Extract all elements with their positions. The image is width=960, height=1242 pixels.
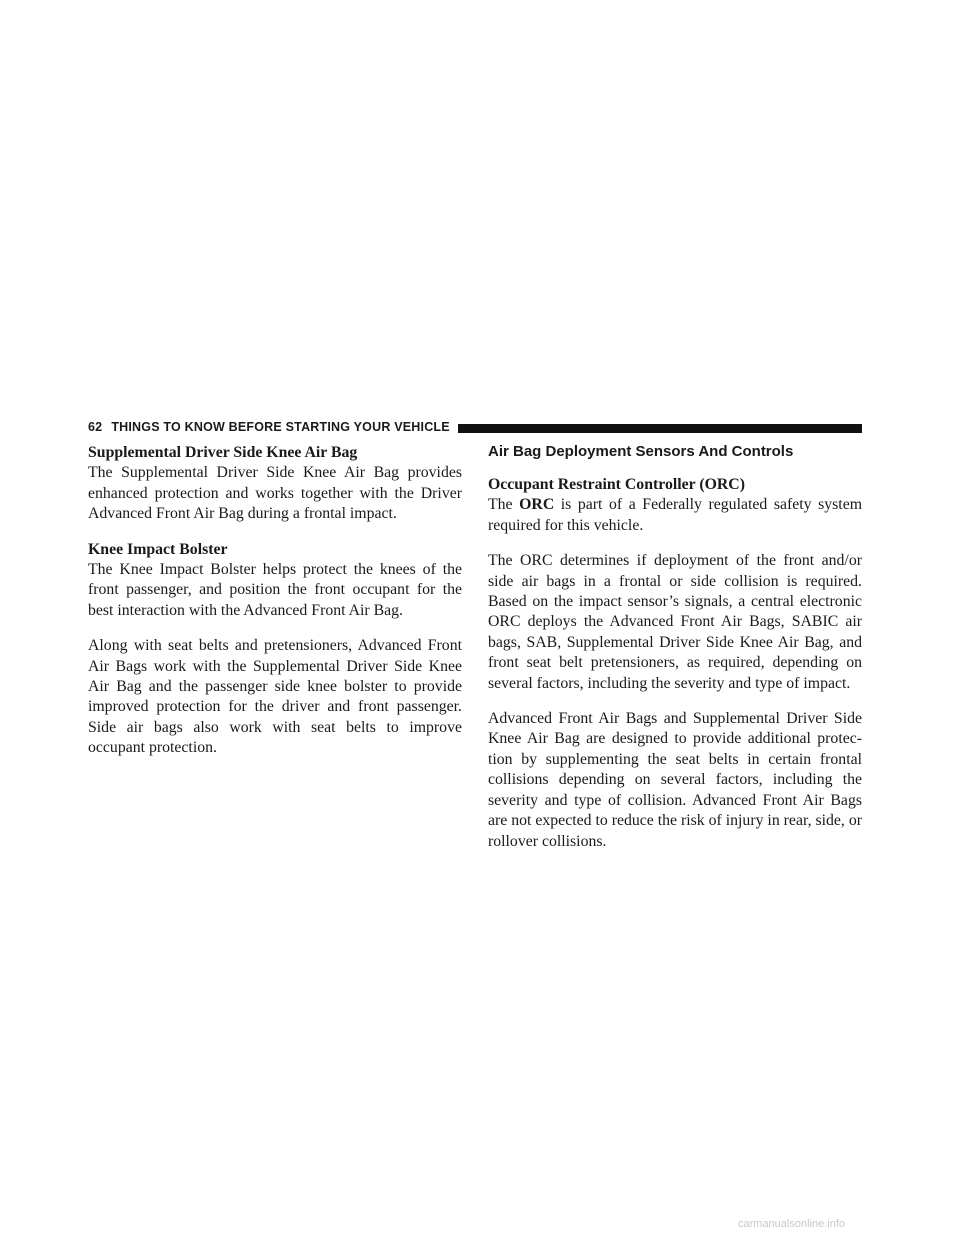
seat-belts-paragraph: Along with seat belts and pretensioners, Advanced Front Air Bags work with the Supplemental Driver Side Knee Air Bag and the passenger side knee bolster to provide improved protection for the driver and front passenger. Side air bags also work with seat belts to improve occupant protection. xyxy=(88,637,462,757)
orc-bold-term: ORC xyxy=(519,496,555,514)
section-heading: Air Bag Deployment Sensors And Controls xyxy=(488,443,794,460)
knee-air-bag-paragraph: The Supplemental Driver Side Knee Air Bag provides enhanced protection and works together with the Driver Advanced Front Air Bag during a frontal impact. xyxy=(88,464,462,523)
page-header xyxy=(88,418,862,436)
knee-bolster-paragraph: The Knee Impact Bolster helps protect the knees of the front passenger, and position the front occupant for the best interaction with the Advanced Front Air Bag. xyxy=(88,561,462,619)
orc-intro-rest: is part of a Federally regulated safety system required for this vehicle. xyxy=(488,496,862,534)
page-number: 62 xyxy=(88,420,103,434)
advanced-bags-paragraph: Advanced Front Air Bags and Supplemental Driver Side Knee Air Bag are designed to provide additional protec- tion by supplementing the seat belts in certain frontal collisions depending on several factors, including the severity and type of collision. Advanced Front Air Bags are not expected to reduce the risk of injury in rear, side, or rollover collisions. xyxy=(488,710,862,850)
orc-intro-paragraph xyxy=(488,495,862,536)
chapter-title: THINGS TO KNOW BEFORE STARTING YOUR VEHICLE xyxy=(111,420,450,434)
orc-intro-prefix: The xyxy=(488,496,520,514)
right-column xyxy=(488,443,862,867)
left-column xyxy=(88,443,462,774)
watermark: carmanualsonline.info xyxy=(738,1218,846,1230)
knee-air-bag-heading: Supplemental Driver Side Knee Air Bag xyxy=(88,444,358,461)
knee-bolster-heading: Knee Impact Bolster xyxy=(88,540,228,558)
orc-determines-paragraph: The ORC determines if deployment of the front and/or side air bags in a frontal or side collision is required. Based on the impact sensor’s signals, a central electronic ORC deploys the Advanced Front Air Bags, SABIC air bags, SAB, Supplemental Driver Side Knee Air Bag, and front seat belt pretensioners, as required, depending on several factors, including the severity and type of impact. xyxy=(488,552,862,692)
header-rule xyxy=(458,424,862,433)
orc-heading: Occupant Restraint Controller (ORC) xyxy=(488,476,745,493)
